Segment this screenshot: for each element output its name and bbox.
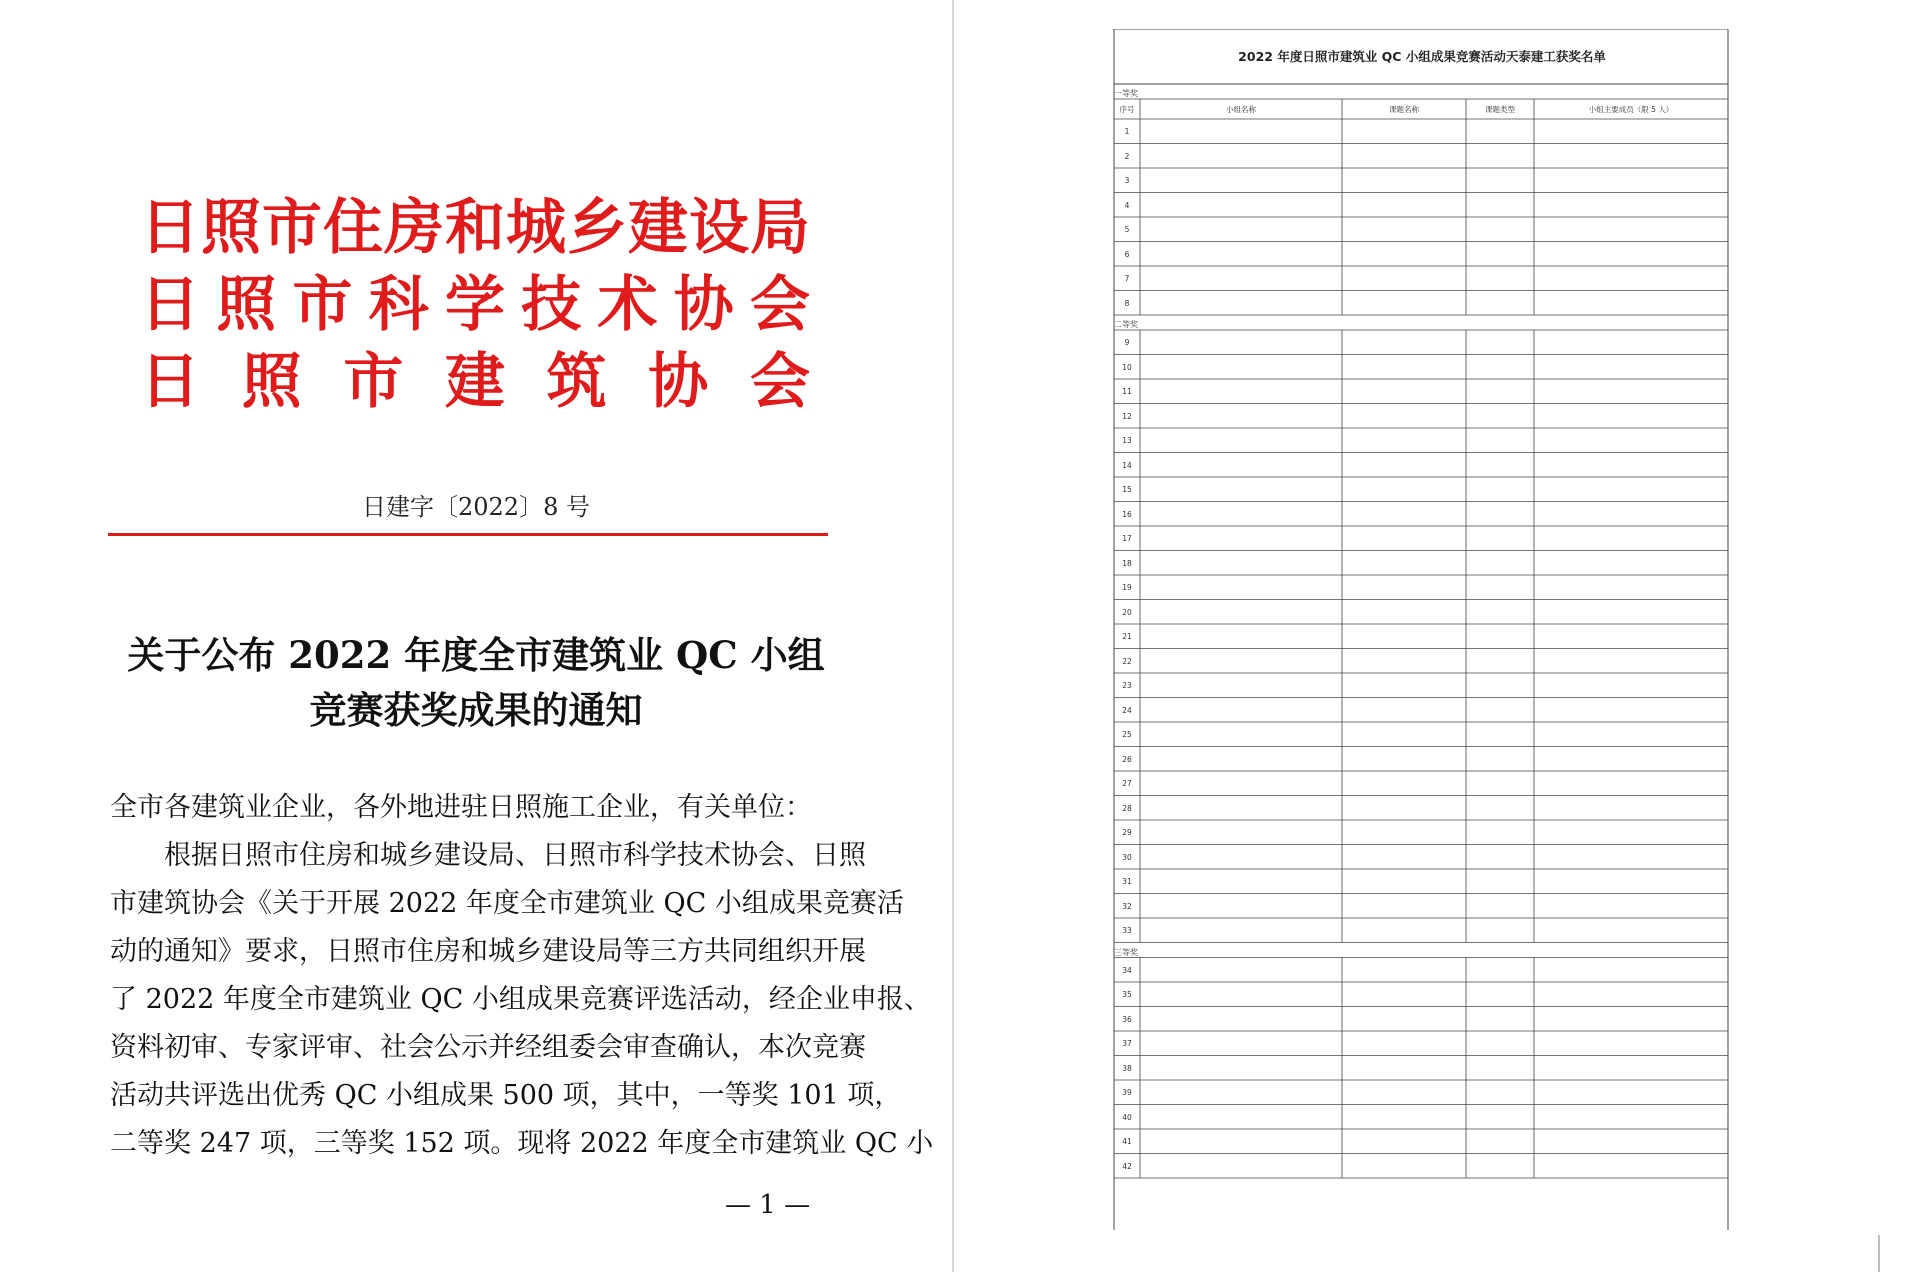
table-cell: 13: [1122, 436, 1132, 445]
table-cell: 三等奖: [1114, 947, 1138, 957]
notice-page: [0, 0, 952, 1272]
org-char: 日: [140, 193, 200, 263]
table-cell: 23: [1122, 681, 1132, 690]
org-char: 会: [749, 347, 810, 417]
table-cell: 38: [1122, 1063, 1132, 1073]
table-cell: 2: [1124, 151, 1130, 161]
table-cell: 22: [1122, 656, 1132, 666]
org-char: 科: [368, 270, 429, 340]
org-char: 筑: [546, 347, 607, 417]
table-cell: 16: [1122, 509, 1132, 519]
notice-title-line-1: 关于公布 2022 年度全市建筑业 QC 小组: [127, 633, 825, 677]
notice-body-line: 二等奖 247 项，三等奖 152 项。现将 2022 年度全市建筑业 QC 小: [110, 1128, 934, 1159]
table-cell: 课题类型: [1485, 105, 1515, 114]
org-char: 照: [241, 347, 302, 417]
page-divider: [952, 0, 954, 1272]
table-cell: 30: [1122, 852, 1132, 862]
table-cell: 7: [1124, 274, 1130, 283]
table-cell: 4: [1124, 200, 1130, 210]
notice-title-line-2: 竞赛获奖成果的通知: [309, 688, 643, 732]
table-cell: 26: [1122, 754, 1132, 764]
table-cell: 39: [1122, 1088, 1132, 1097]
table-cell: 10: [1122, 362, 1132, 372]
org-char: 设: [689, 193, 749, 263]
table-cell: 1: [1124, 127, 1130, 136]
table-cell: 14: [1122, 460, 1132, 470]
notice-body-line: 活动共评选出优秀 QC 小组成果 500 项，其中，一等奖 101 项，: [110, 1080, 902, 1111]
org-char: 建: [628, 193, 688, 263]
org-char: 技: [521, 270, 582, 340]
red-divider-line: [108, 533, 828, 536]
org-char: 照: [216, 270, 277, 340]
org-char: 住: [323, 193, 383, 263]
table-cell: 序号: [1119, 105, 1135, 114]
table-cell: 34: [1122, 965, 1132, 975]
table-cell: 3: [1124, 176, 1130, 185]
table-cell: 25: [1122, 730, 1132, 739]
org-char: 城: [506, 193, 566, 263]
table-cell: 20: [1122, 607, 1132, 617]
notice-body-line: 动的通知》要求，日照市住房和城乡建设局等三方共同组织开展: [110, 936, 866, 967]
org-char: 房: [384, 193, 444, 263]
org-char: 市: [262, 193, 322, 263]
notice-body-line: 根据日照市住房和城乡建设局、日照市科学技术协会、日照: [110, 840, 866, 871]
table-cell: 12: [1122, 411, 1132, 421]
table-cell: 27: [1122, 779, 1132, 788]
page-edge: [1878, 1235, 1880, 1272]
table-cell: 37: [1122, 1039, 1132, 1048]
notice-body-line: 资料初审、专家评审、社会公示并经组委会审查确认，本次竞赛: [110, 1032, 866, 1063]
notice-body-line: 了 2022 年度全市建筑业 QC 小组成果竞赛评选活动，经企业申报、: [110, 984, 931, 1015]
notice-body-line: 全市各建筑业企业，各外地进驻日照施工企业，有关单位：: [110, 792, 812, 823]
org-char: 会: [750, 270, 810, 340]
table-cell: 15: [1122, 485, 1132, 494]
table-cell: 9: [1124, 338, 1130, 347]
table-cell: 19: [1122, 583, 1132, 592]
org-char: 学: [445, 270, 505, 340]
table-cell: 5: [1124, 225, 1130, 234]
org-name-construction-association: [140, 347, 810, 417]
table-cell: 课题名称: [1389, 105, 1419, 114]
org-char: 局: [750, 193, 810, 263]
award-list-title: 2022 年度日照市建筑业 QC 小组成果竞赛活动天泰建工获奖名单: [1238, 49, 1606, 64]
org-name-housing-bureau: [140, 193, 810, 263]
award-list-sheet: [1112, 29, 1732, 1234]
table-cell: 小组名称: [1226, 105, 1256, 114]
table-cell: 24: [1122, 705, 1132, 715]
org-char: 照: [201, 193, 261, 263]
table-cell: 40: [1122, 1112, 1132, 1122]
table-cell: 36: [1122, 1014, 1132, 1024]
org-char: 术: [597, 270, 658, 340]
org-char: 日: [140, 347, 200, 417]
org-char: 协: [673, 270, 734, 340]
org-char: 建: [444, 347, 505, 417]
org-char: 协: [648, 347, 709, 417]
table-cell: 小组主要成员（限 5 人）: [1588, 105, 1674, 114]
table-cell: 8: [1124, 298, 1130, 308]
table-grid: [1112, 29, 1732, 1234]
document-number: 日建字〔2022〕8 号: [362, 493, 590, 521]
table-cell: 42: [1122, 1161, 1132, 1171]
table-cell: 17: [1122, 534, 1132, 543]
table-cell: 二等奖: [1114, 320, 1138, 329]
org-name-science-association: [140, 270, 810, 340]
org-char: 市: [343, 347, 404, 417]
table-cell: 41: [1122, 1137, 1132, 1146]
table-cell: 29: [1122, 828, 1132, 837]
table-cell: 一等奖: [1114, 89, 1138, 98]
table-cell: 28: [1122, 803, 1132, 813]
org-char: 市: [292, 270, 353, 340]
table-cell: 11: [1122, 387, 1132, 396]
org-char: 乡: [567, 193, 627, 263]
table-cell: 18: [1122, 558, 1132, 568]
table-cell: 31: [1122, 877, 1132, 886]
table-cell: 35: [1122, 990, 1132, 999]
award-table: [1112, 29, 1732, 1234]
org-char: 日: [140, 270, 200, 340]
table-cell: 6: [1124, 249, 1130, 259]
table-cell: 32: [1122, 901, 1132, 911]
table-cell: 33: [1122, 926, 1132, 935]
page-number: — 1 —: [725, 1190, 811, 1220]
table-cell: 21: [1122, 632, 1132, 641]
notice-body-line: 市建筑协会《关于开展 2022 年度全市建筑业 QC 小组成果竞赛活: [110, 888, 904, 919]
org-char: 和: [445, 193, 505, 263]
